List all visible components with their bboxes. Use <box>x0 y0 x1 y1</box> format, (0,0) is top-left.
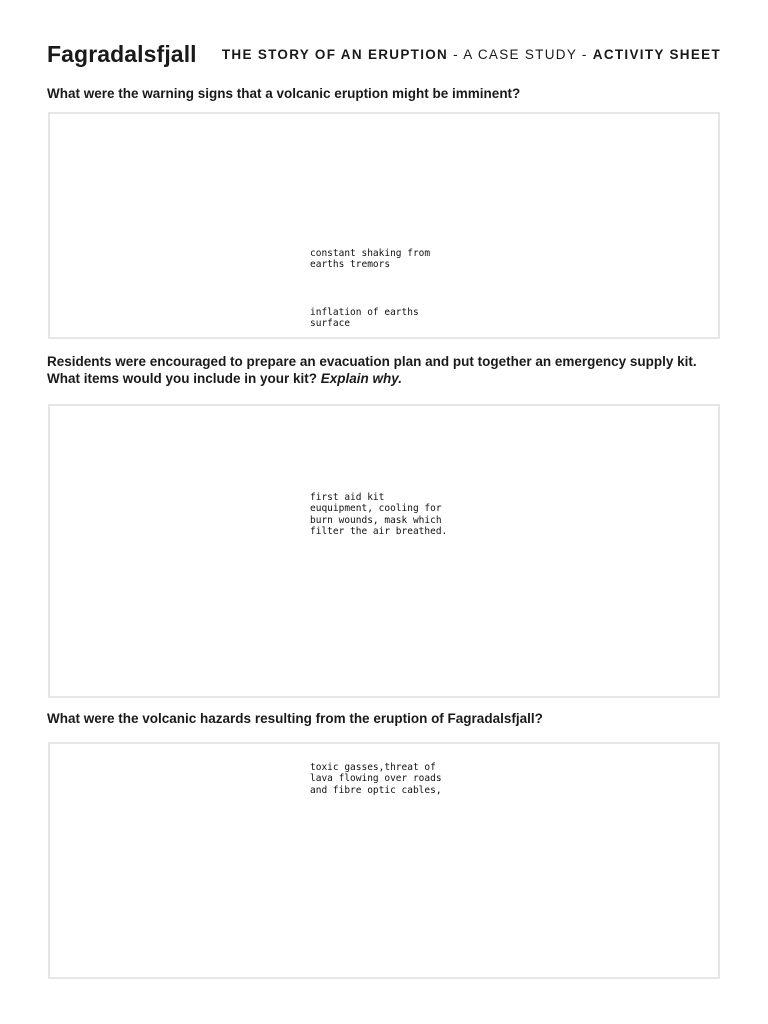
subtitle-case-study: - A CASE STUDY - <box>448 47 593 62</box>
answer-text: first aid kit euquipment, cooling for burn wounds, mask which filter the air breathed. <box>310 492 448 537</box>
subtitle-story: THE STORY OF AN ERUPTION <box>221 47 449 62</box>
answer-text: inflation of earths surface <box>310 307 419 330</box>
page-title: Fagradalsfjall <box>47 41 197 67</box>
answer-box-emergency-kit[interactable] <box>48 404 720 698</box>
subtitle-activity-sheet: ACTIVITY SHEET <box>592 47 721 62</box>
question-volcanic-hazards <box>47 711 717 728</box>
question-emphasis: Explain why. <box>320 370 403 386</box>
question-text: What were the volcanic hazards resulting from the eruption of Fagradalsfjall? <box>47 711 543 726</box>
question-warning-signs <box>47 86 717 103</box>
page-header <box>47 38 721 72</box>
answer-box-warning-signs[interactable] <box>48 112 720 339</box>
question-text: Residents were encouraged to prepare an evacuation plan and put together an emergency supply kit. What items would you include in your kit? <box>47 354 697 386</box>
answer-text: toxic gasses,threat of lava flowing over roads and fibre optic cables, <box>310 762 442 796</box>
question-text: What were the warning signs that a volcanic eruption might be imminent? <box>47 86 521 101</box>
answer-text: constant shaking from earths tremors <box>310 248 431 271</box>
answer-box-volcanic-hazards[interactable] <box>48 742 720 979</box>
question-emergency-kit <box>47 354 717 387</box>
page-subtitle <box>222 46 721 64</box>
